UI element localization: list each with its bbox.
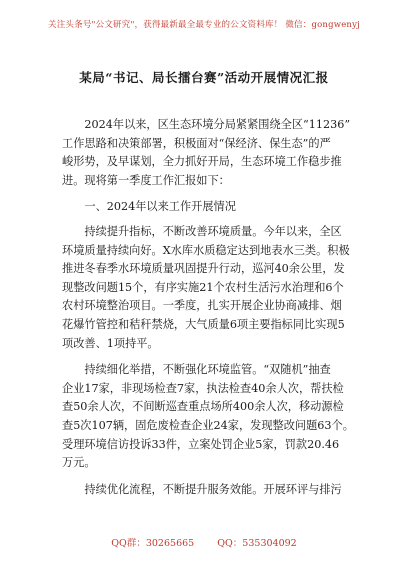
- text-line: 工作思路和决策部署，积极面对“保经济、保生态”的严: [62, 136, 331, 150]
- paragraph-indicators: [62, 223, 354, 353]
- text-line: 农村环境整治项目。一季度，扎实开展企业协商减排、烟: [62, 299, 342, 313]
- text-line: 进。现将第一季度工作汇报如下：: [62, 173, 230, 187]
- text-line: 企业17家，非现场检查7家，执法检查40余人次，帮扶检: [62, 381, 344, 395]
- text-line: 环境质量持续向好。X水库水质稳定达到地表水三类。积极: [62, 243, 350, 257]
- text-line: 一、2024年以来工作开展情况: [62, 200, 236, 214]
- text-line: 现整改问题15个，有序实施21个农村生活污水治理和6个: [62, 280, 344, 294]
- paragraph-supervision: [62, 361, 354, 473]
- text-line: 推进冬春季水环境质量巩固提升行动，巡河40余公里，发: [62, 262, 345, 276]
- paragraph-service: [62, 481, 354, 500]
- text-line: 持续优化流程，不断提升服务效能。开展环评与排污: [62, 482, 342, 496]
- footer-qq-group: QQ群：30265665: [111, 538, 195, 549]
- paragraph-intro: [62, 116, 354, 190]
- text-line: 万元。: [62, 456, 96, 470]
- header-banner: 关注头条号"公文研究"，获得最新最全最专业的公文资料库！ 微信：gongwenyj: [48, 20, 360, 30]
- footer-qq: QQ：535304092: [217, 538, 297, 549]
- text-line: 持续提升指标，不断改善环境质量。今年以来，全区: [62, 224, 342, 238]
- document-title: 某局“书记、局长擂台赛”活动开展情况汇报: [79, 70, 329, 85]
- text-line: 查5次107辆，固危废检查企业24家，发现整改问题63个。: [62, 418, 354, 432]
- text-line: 受理环境信访投诉33件，立案处罚企业5家，罚款20.46: [62, 437, 340, 451]
- text-line: 项改善、1项持平。: [62, 336, 159, 350]
- section-heading: [62, 198, 354, 217]
- text-line: 花爆竹管控和秸秆禁烧，大气质量6项主要指标同比实现5: [62, 317, 345, 331]
- document-body: [62, 116, 354, 507]
- text-line: 查50余人次，不间断巡查重点场所400余人次，移动源检: [62, 400, 344, 414]
- text-line: 峻形势，及早谋划，全力抓好开局，生态环境工作稳步推: [62, 155, 342, 169]
- text-line: 持续细化举措，不断强化环境监管。“双随机”抽查: [62, 363, 331, 377]
- footer-contact: [0, 535, 408, 549]
- text-line: 2024年以来，区生态环境分局紧紧围绕全区“11236”: [62, 118, 351, 131]
